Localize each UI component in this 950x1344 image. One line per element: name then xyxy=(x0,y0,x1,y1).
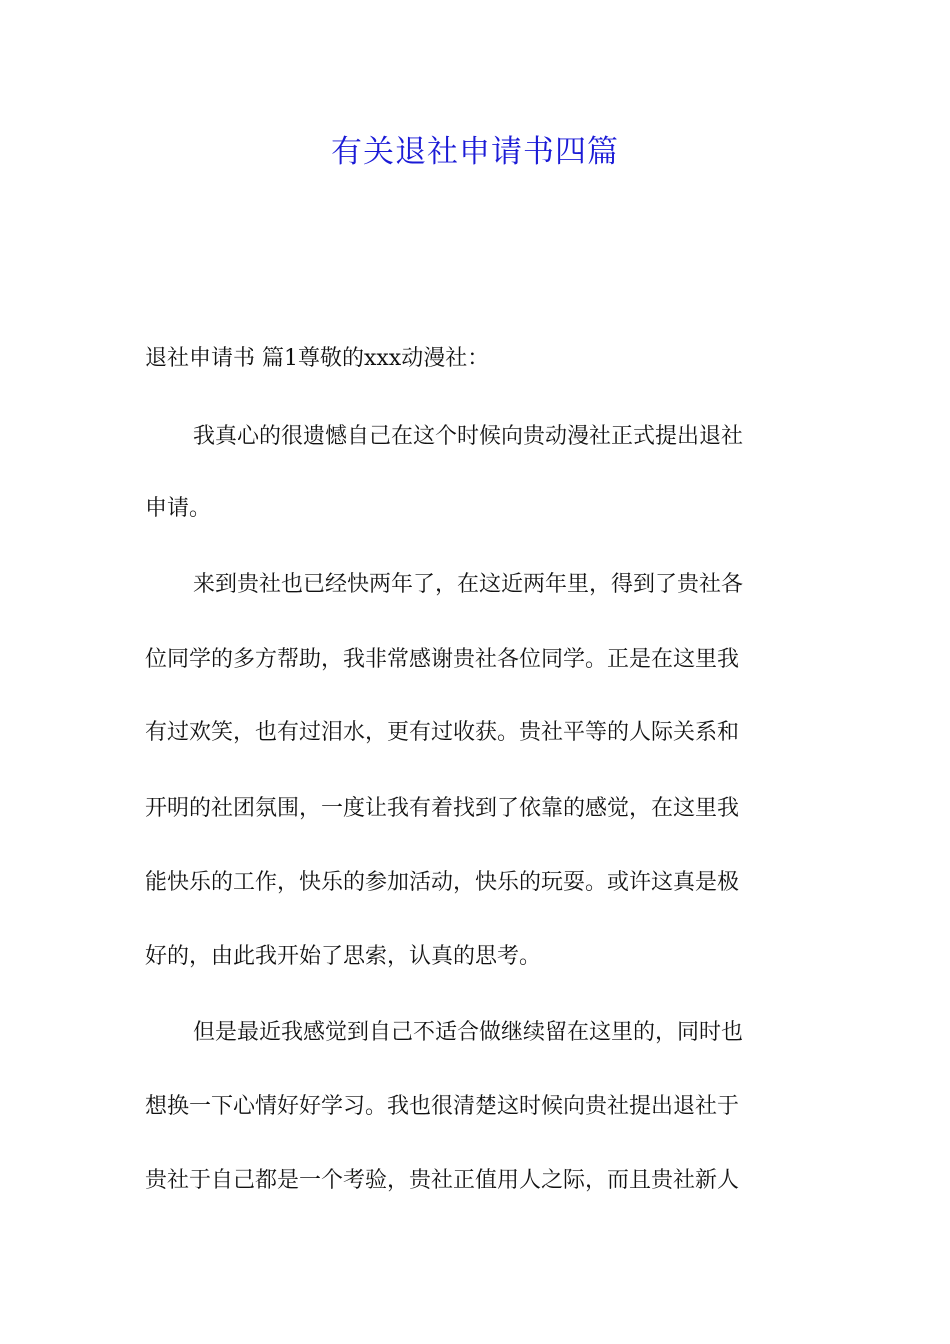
text-line: 申请。 xyxy=(145,496,212,521)
document-title: 有关退社申请书四篇 xyxy=(331,134,619,170)
text-line: 开明的社团氛围，一度让我有着找到了依靠的感觉，在这里我 xyxy=(145,796,740,821)
text-line: 我真心的很遗憾自己在这个时候向贵动漫社正式提出退社 xyxy=(193,424,744,449)
text-line: 想换一下心情好好学习。我也很清楚这时候向贵社提出退社于 xyxy=(145,1094,740,1119)
text-line: 但是最近我感觉到自己不适合做继续留在这里的，同时也 xyxy=(193,1020,744,1045)
text-line-salutation: 退社申请书 篇1尊敬的xxx动漫社： xyxy=(145,346,490,371)
text-line: 贵社于自己都是一个考验，贵社正值用人之际，而且贵社新人 xyxy=(145,1168,740,1193)
text-line: 好的，由此我开始了思索，认真的思考。 xyxy=(145,944,542,969)
text-line: 有过欢笑，也有过泪水，更有过收获。贵社平等的人际关系和 xyxy=(145,720,740,745)
text-line: 能快乐的工作，快乐的参加活动，快乐的玩耍。或许这真是极 xyxy=(145,870,740,895)
text-line: 位同学的多方帮助，我非常感谢贵社各位同学。正是在这里我 xyxy=(145,647,740,672)
text-line: 来到贵社也已经快两年了，在这近两年里，得到了贵社各 xyxy=(193,572,744,597)
